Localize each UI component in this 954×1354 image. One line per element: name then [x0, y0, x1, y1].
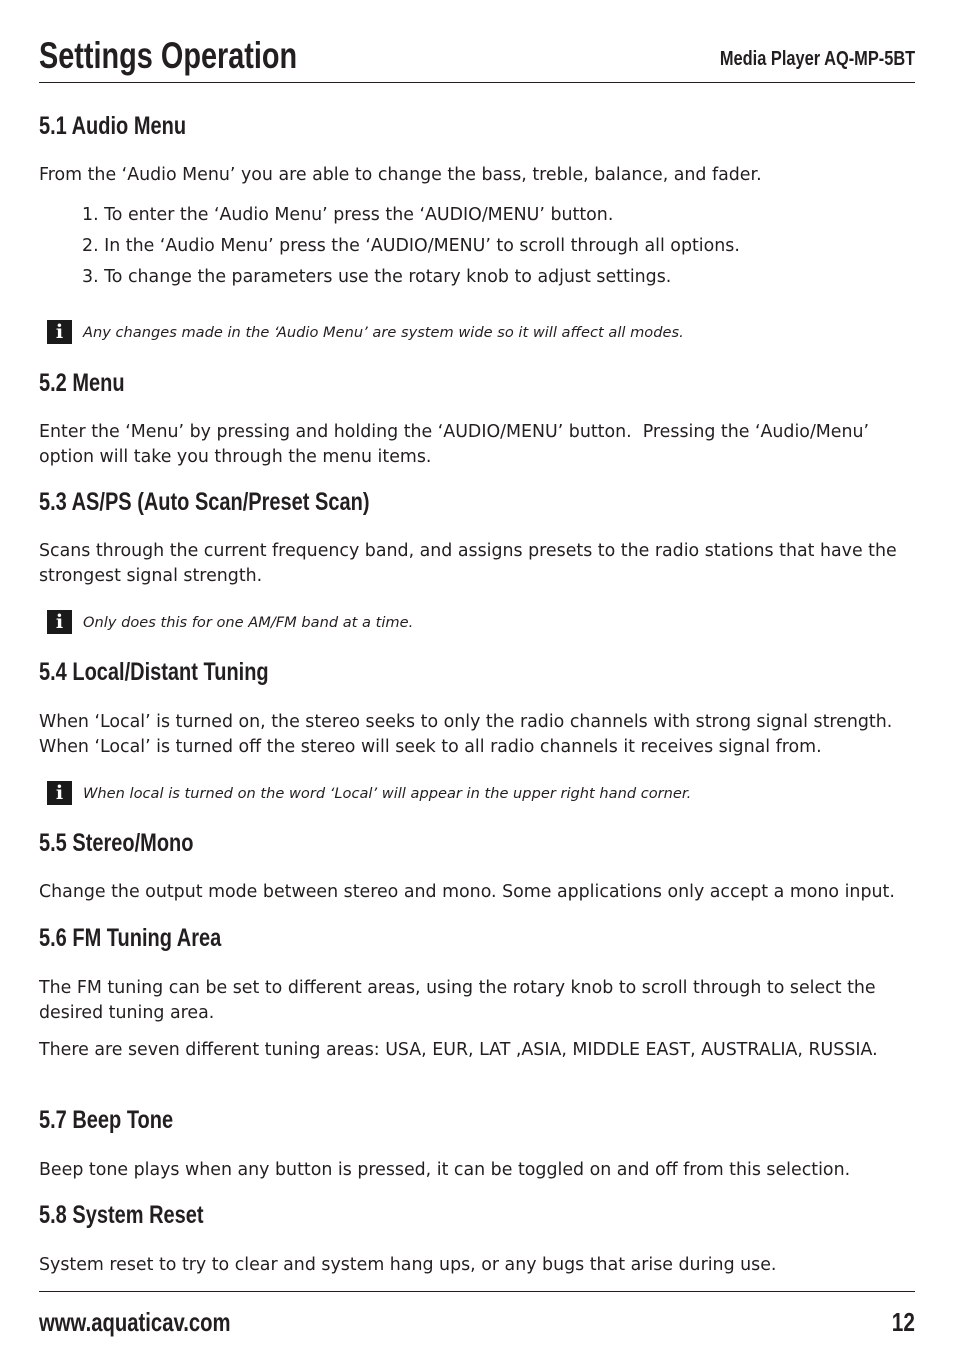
info-note-text: Only does this for one AM/FM band at a time.: [83, 613, 414, 631]
section-heading-audio-menu: 5.1 Audio Menu: [39, 112, 187, 140]
footer-divider: [39, 1291, 915, 1292]
info-icon: i: [47, 610, 72, 634]
list-item: 3. To change the parameters use the rotary knob to adjust settings.: [82, 267, 672, 287]
section-heading-stereo-mono: 5.5 Stereo/Mono: [39, 829, 194, 857]
section-paragraph: There are seven different tuning areas: USA, EUR, LAT ,ASIA, MIDDLE EAST, AUSTRALIA, RUSSIA.: [39, 1040, 878, 1060]
info-icon: i: [47, 781, 72, 805]
section-paragraph: Scans through the current frequency band, and assigns presets to the radio stations that have the strongest signal strength.: [39, 541, 897, 586]
section-heading-as-ps: 5.3 AS/PS (Auto Scan/Preset Scan): [39, 488, 370, 516]
section-heading-system-reset: 5.8 System Reset: [39, 1201, 204, 1229]
section-paragraph: Beep tone plays when any button is pressed, it can be toggled on and off from this selection.: [39, 1160, 851, 1180]
info-note-text: Any changes made in the ‘Audio Menu’ are system wide so it will affect all modes.: [83, 323, 684, 341]
section-paragraph: Enter the ‘Menu’ by pressing and holding the ‘AUDIO/MENU’ button. Pressing the ‘Audio/Menu’ option will take you through the menu items.: [39, 422, 870, 467]
section-paragraph: System reset to try to clear and system hang ups, or any bugs that arise during use.: [39, 1255, 777, 1275]
info-note: [47, 781, 691, 805]
page-title: Settings Operation: [39, 35, 298, 76]
section-heading-fm-tuning-area: 5.6 FM Tuning Area: [39, 924, 222, 952]
header-divider: [39, 82, 915, 83]
section-paragraph: The FM tuning can be set to different areas, using the rotary knob to scroll through to select the desired tuning area.: [39, 978, 876, 1023]
section-paragraph: When ‘Local’ is turned on, the stereo seeks to only the radio channels with strong signal strength. When ‘Local’ is turned off the stereo will seek to all radio channels it receives signal from.: [39, 712, 893, 757]
section-heading-menu: 5.2 Menu: [39, 369, 125, 397]
info-icon: i: [47, 320, 72, 344]
section-paragraph: From the ‘Audio Menu’ you are able to change the bass, treble, balance, and fader.: [39, 165, 762, 185]
info-note-text: When local is turned on the word ‘Local’ will appear in the upper right hand corner.: [83, 784, 692, 802]
info-note: [47, 610, 413, 634]
section-paragraph: Change the output mode between stereo and mono. Some applications only accept a mono input.: [39, 882, 895, 902]
info-note: [47, 320, 684, 344]
page-number: 12: [891, 1307, 915, 1337]
footer-website: www.aquaticav.com: [39, 1307, 231, 1337]
list-item: 1. To enter the ‘Audio Menu’ press the ‘AUDIO/MENU’ button.: [82, 205, 614, 225]
product-name: Media Player AQ-MP-5BT: [719, 48, 915, 70]
list-item: 2. In the ‘Audio Menu’ press the ‘AUDIO/MENU’ to scroll through all options.: [82, 236, 740, 256]
section-heading-local-distant: 5.4 Local/Distant Tuning: [39, 658, 269, 686]
section-heading-beep-tone: 5.7 Beep Tone: [39, 1106, 174, 1134]
